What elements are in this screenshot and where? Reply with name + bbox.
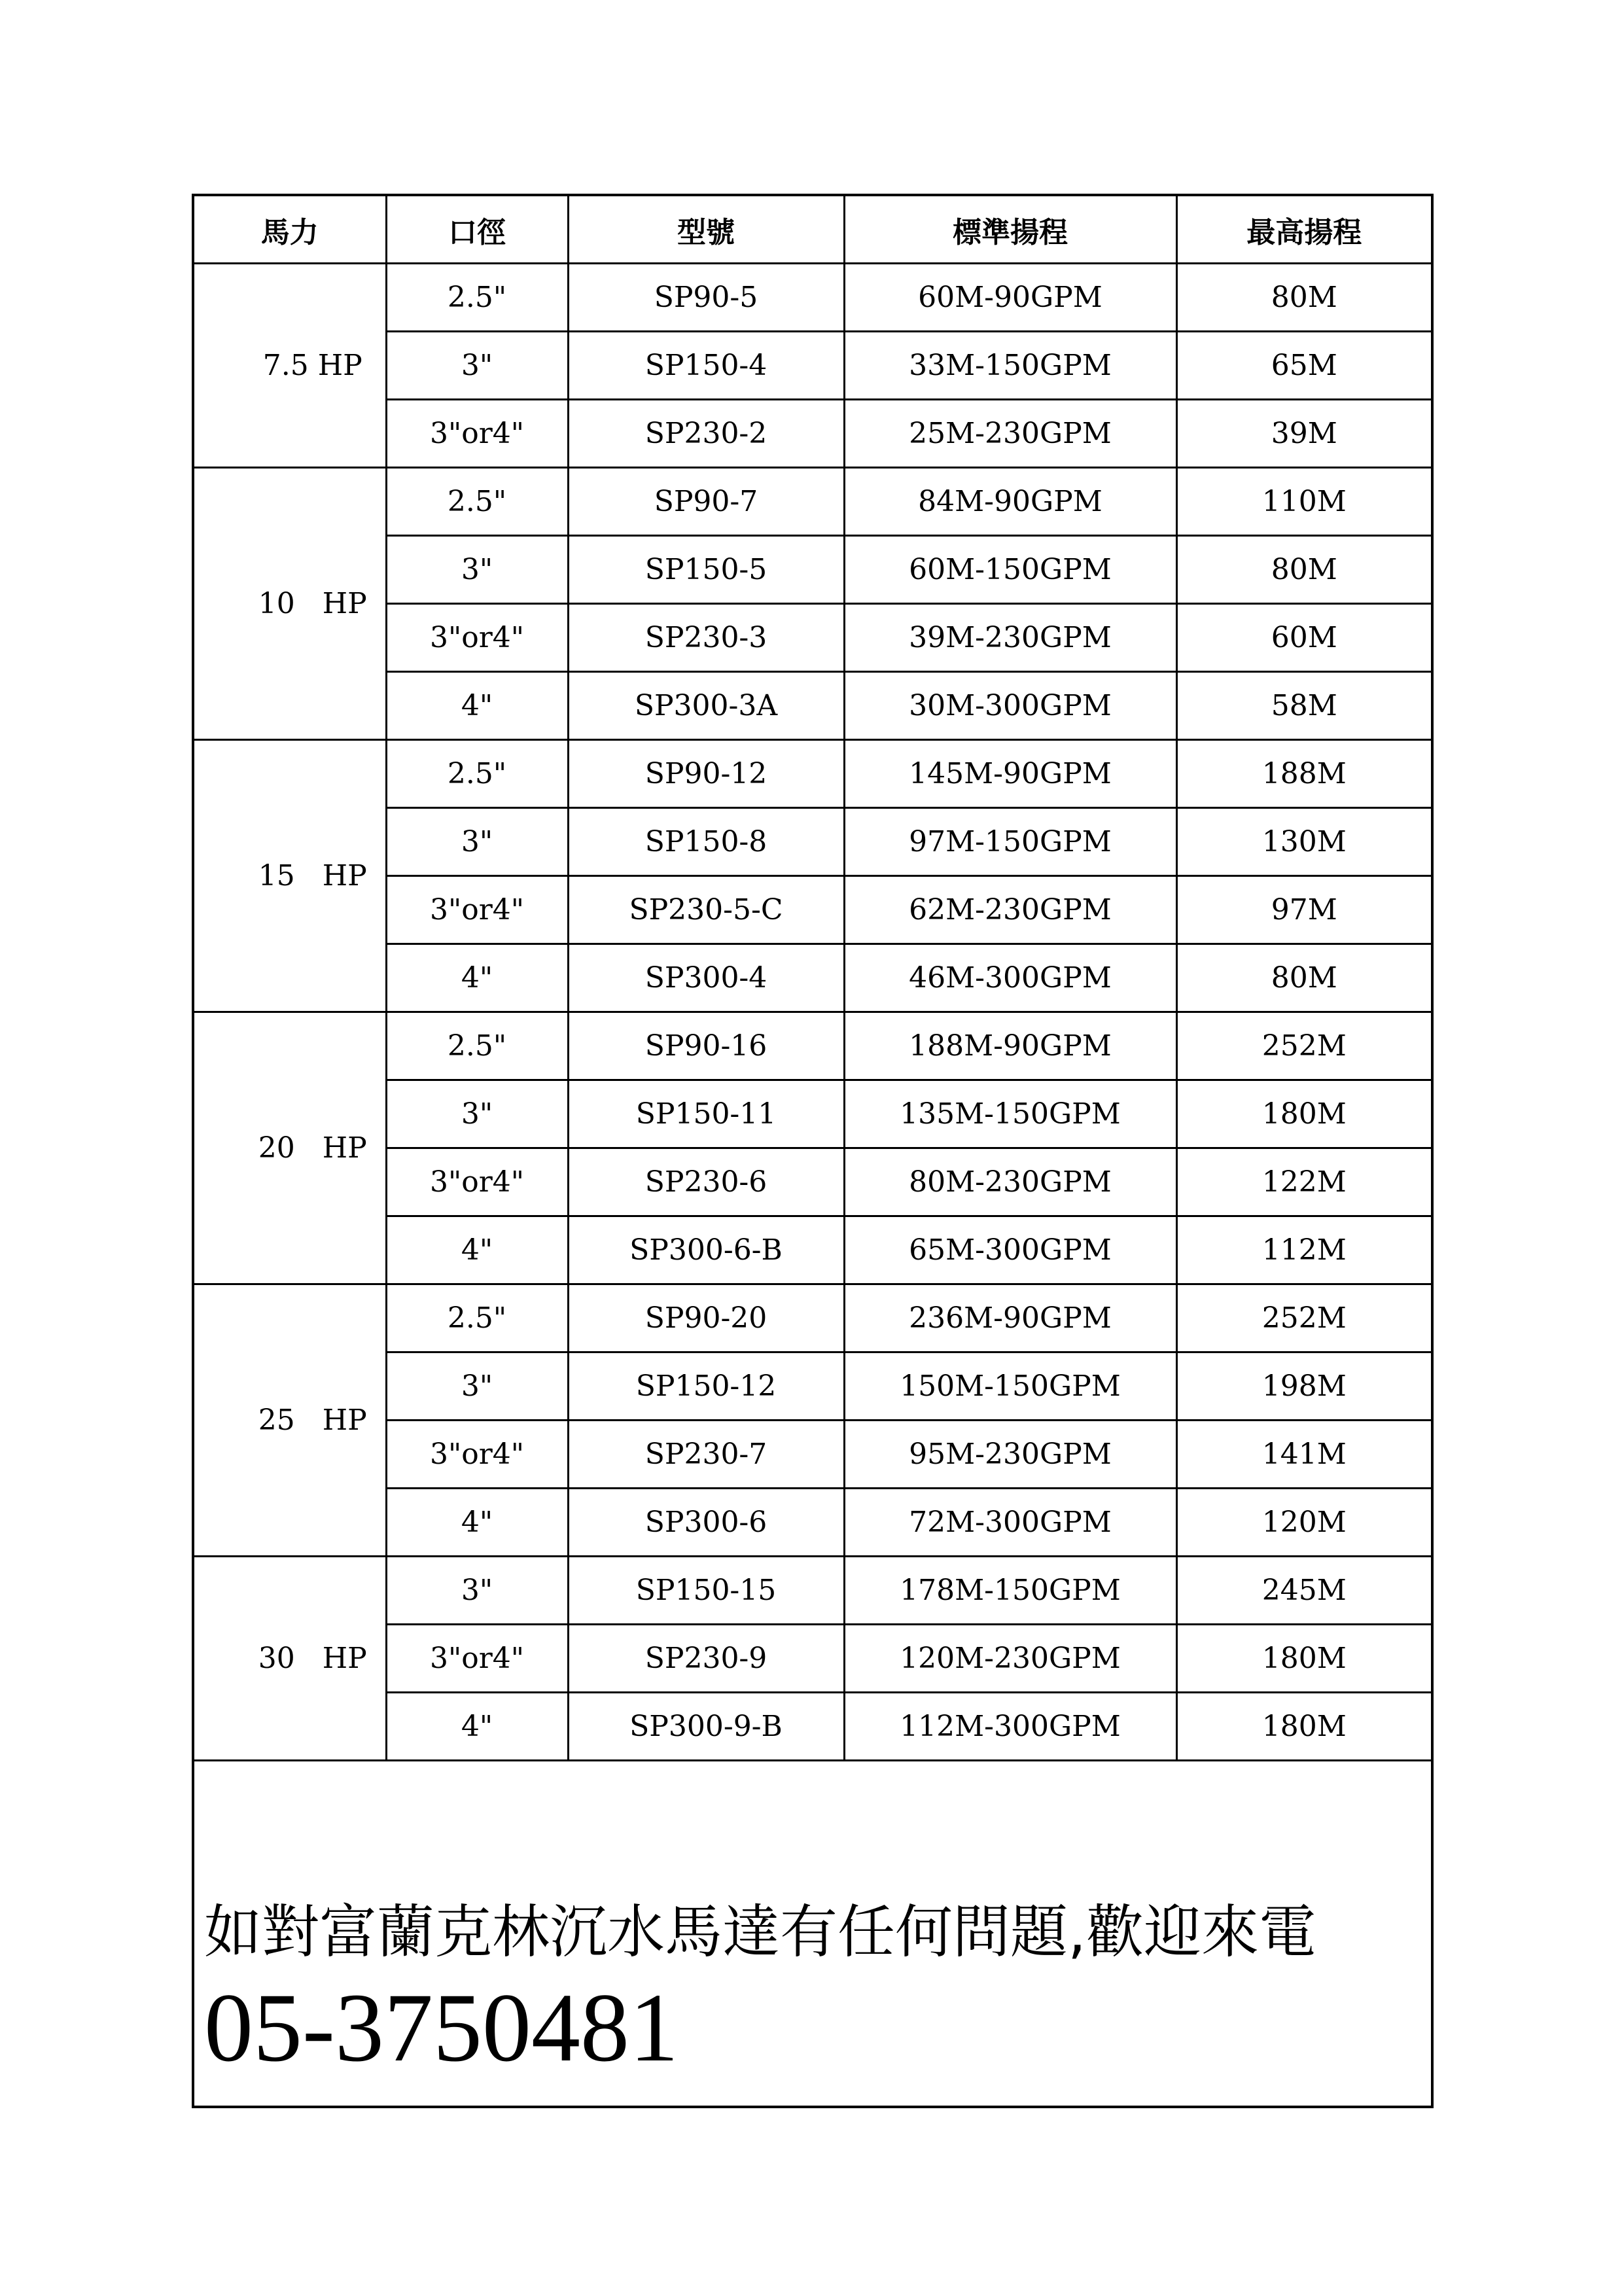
diameter-cell: 3" [386, 332, 568, 400]
diameter-cell: 3"or4" [386, 400, 568, 468]
diameter-cell: 2.5" [386, 468, 568, 536]
model-cell: SP300-6-B [568, 1216, 844, 1284]
max-head-cell: 180M [1176, 1080, 1431, 1148]
standard-head-cell: 178M-150GPM [844, 1557, 1176, 1625]
model-cell: SP90-16 [568, 1012, 844, 1080]
diameter-cell: 2.5" [386, 740, 568, 808]
header-max-head: 最高揚程 [1176, 196, 1431, 264]
model-cell: SP90-12 [568, 740, 844, 808]
diameter-cell: 3" [386, 536, 568, 604]
standard-head-cell: 39M-230GPM [844, 604, 1176, 672]
max-head-cell: 122M [1176, 1148, 1431, 1216]
model-cell: SP300-3A [568, 672, 844, 740]
horsepower-cell: 10 HP [194, 468, 386, 740]
standard-head-cell: 188M-90GPM [844, 1012, 1176, 1080]
table-row [194, 264, 1431, 332]
standard-head-cell: 97M-150GPM [844, 808, 1176, 876]
diameter-cell: 4" [386, 1693, 568, 1761]
pump-spec-table [194, 196, 1431, 1761]
model-cell: SP300-9-B [568, 1693, 844, 1761]
model-cell: SP230-7 [568, 1421, 844, 1489]
table-row [194, 1012, 1431, 1080]
max-head-cell: 188M [1176, 740, 1431, 808]
standard-head-cell: 60M-90GPM [844, 264, 1176, 332]
header-diameter: 口徑 [386, 196, 568, 264]
model-cell: SP230-2 [568, 400, 844, 468]
horsepower-cell: 25 HP [194, 1284, 386, 1557]
diameter-cell: 3" [386, 1557, 568, 1625]
model-cell: SP300-6 [568, 1489, 844, 1557]
model-cell: SP230-5-C [568, 876, 844, 944]
max-head-cell: 60M [1176, 604, 1431, 672]
max-head-cell: 80M [1176, 944, 1431, 1012]
standard-head-cell: 84M-90GPM [844, 468, 1176, 536]
diameter-cell: 3"or4" [386, 1148, 568, 1216]
max-head-cell: 198M [1176, 1352, 1431, 1421]
max-head-cell: 39M [1176, 400, 1431, 468]
standard-head-cell: 30M-300GPM [844, 672, 1176, 740]
standard-head-cell: 150M-150GPM [844, 1352, 1176, 1421]
header-horsepower: 馬力 [194, 196, 386, 264]
diameter-cell: 3"or4" [386, 1625, 568, 1693]
diameter-cell: 3" [386, 1080, 568, 1148]
model-cell: SP150-11 [568, 1080, 844, 1148]
max-head-cell: 58M [1176, 672, 1431, 740]
diameter-cell: 3" [386, 808, 568, 876]
header-standard-head: 標準揚程 [844, 196, 1176, 264]
standard-head-cell: 46M-300GPM [844, 944, 1176, 1012]
spec-sheet [192, 194, 1434, 2108]
max-head-cell: 180M [1176, 1693, 1431, 1761]
max-head-cell: 112M [1176, 1216, 1431, 1284]
diameter-cell: 3"or4" [386, 876, 568, 944]
max-head-cell: 252M [1176, 1012, 1431, 1080]
contact-section [194, 1788, 1431, 2108]
standard-head-cell: 60M-150GPM [844, 536, 1176, 604]
standard-head-cell: 25M-230GPM [844, 400, 1176, 468]
table-row [194, 1557, 1431, 1625]
max-head-cell: 252M [1176, 1284, 1431, 1352]
max-head-cell: 180M [1176, 1625, 1431, 1693]
standard-head-cell: 65M-300GPM [844, 1216, 1176, 1284]
model-cell: SP150-4 [568, 332, 844, 400]
max-head-cell: 80M [1176, 264, 1431, 332]
standard-head-cell: 80M-230GPM [844, 1148, 1176, 1216]
max-head-cell: 130M [1176, 808, 1431, 876]
standard-head-cell: 236M-90GPM [844, 1284, 1176, 1352]
standard-head-cell: 112M-300GPM [844, 1693, 1176, 1761]
model-cell: SP90-5 [568, 264, 844, 332]
model-cell: SP230-6 [568, 1148, 844, 1216]
diameter-cell: 3" [386, 1352, 568, 1421]
standard-head-cell: 62M-230GPM [844, 876, 1176, 944]
max-head-cell: 65M [1176, 332, 1431, 400]
model-cell: SP150-12 [568, 1352, 844, 1421]
diameter-cell: 3"or4" [386, 604, 568, 672]
max-head-cell: 245M [1176, 1557, 1431, 1625]
table-row [194, 740, 1431, 808]
model-cell: SP90-7 [568, 468, 844, 536]
diameter-cell: 4" [386, 1489, 568, 1557]
horsepower-cell: 15 HP [194, 740, 386, 1012]
standard-head-cell: 135M-150GPM [844, 1080, 1176, 1148]
standard-head-cell: 95M-230GPM [844, 1421, 1176, 1489]
standard-head-cell: 145M-90GPM [844, 740, 1176, 808]
contact-phone-number: 05-3750481 [204, 1973, 679, 2082]
table-row [194, 468, 1431, 536]
diameter-cell: 2.5" [386, 1284, 568, 1352]
standard-head-cell: 72M-300GPM [844, 1489, 1176, 1557]
model-cell: SP150-15 [568, 1557, 844, 1625]
diameter-cell: 4" [386, 1216, 568, 1284]
table-row [194, 1284, 1431, 1352]
standard-head-cell: 120M-230GPM [844, 1625, 1176, 1693]
model-cell: SP300-4 [568, 944, 844, 1012]
diameter-cell: 2.5" [386, 264, 568, 332]
model-cell: SP150-5 [568, 536, 844, 604]
diameter-cell: 3"or4" [386, 1421, 568, 1489]
header-row [194, 196, 1431, 264]
horsepower-cell: 20 HP [194, 1012, 386, 1284]
model-cell: SP230-3 [568, 604, 844, 672]
max-head-cell: 80M [1176, 536, 1431, 604]
model-cell: SP150-8 [568, 808, 844, 876]
horsepower-cell: 30 HP [194, 1557, 386, 1761]
max-head-cell: 110M [1176, 468, 1431, 536]
horsepower-cell: 7.5 HP [194, 264, 386, 468]
model-cell: SP230-9 [568, 1625, 844, 1693]
header-model: 型號 [568, 196, 844, 264]
max-head-cell: 120M [1176, 1489, 1431, 1557]
max-head-cell: 97M [1176, 876, 1431, 944]
diameter-cell: 2.5" [386, 1012, 568, 1080]
spec-table-body [194, 264, 1431, 1761]
diameter-cell: 4" [386, 672, 568, 740]
standard-head-cell: 33M-150GPM [844, 332, 1176, 400]
diameter-cell: 4" [386, 944, 568, 1012]
model-cell: SP90-20 [568, 1284, 844, 1352]
contact-message: 如對富蘭克林沉水馬達有任何問題,歡迎來電 [204, 1898, 1316, 1966]
max-head-cell: 141M [1176, 1421, 1431, 1489]
